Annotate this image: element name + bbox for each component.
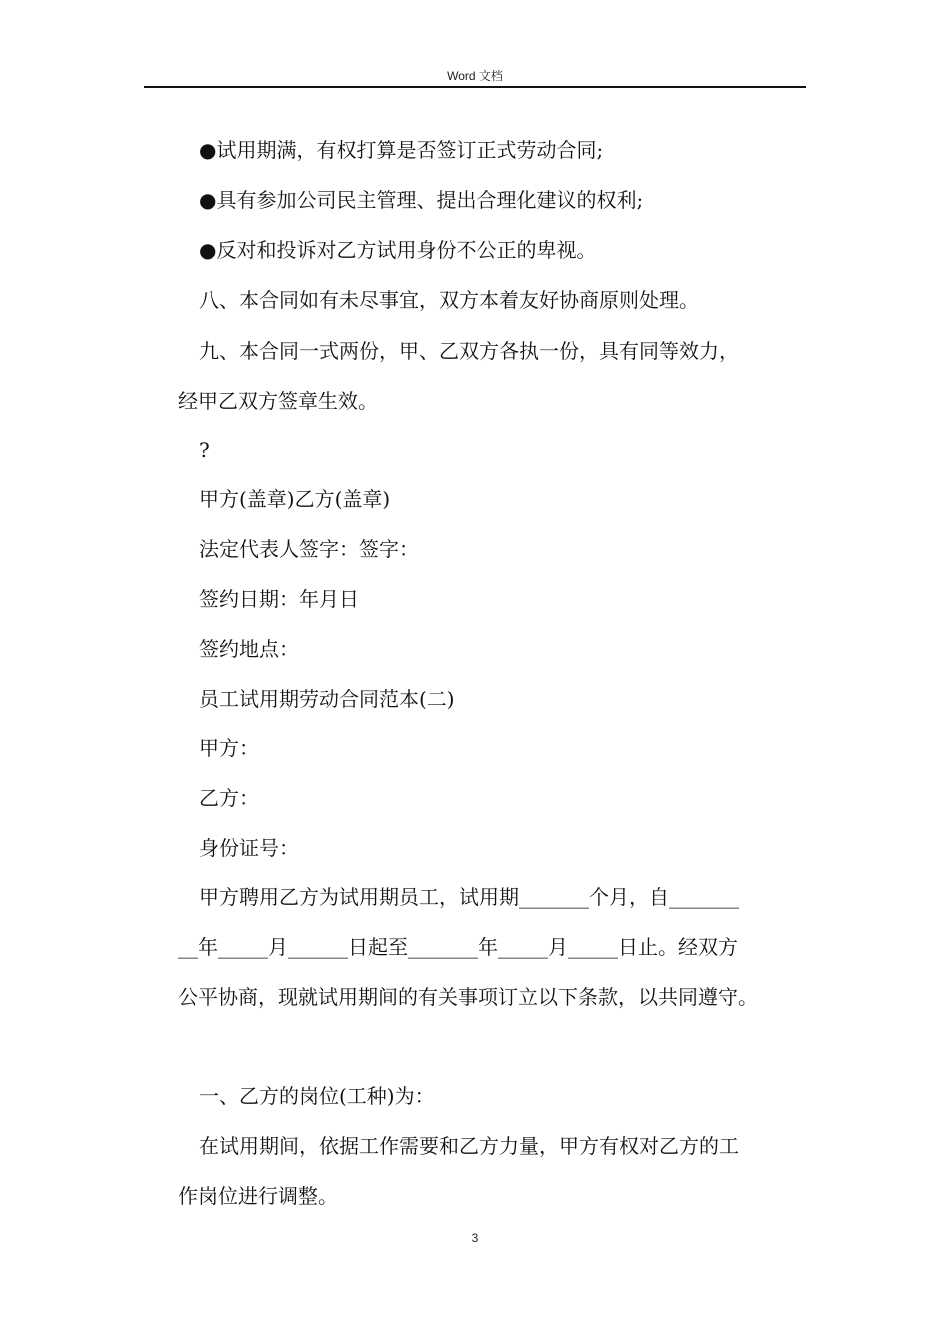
- clause-9-continued: 经甲乙双方签章生效。: [178, 389, 378, 413]
- page-number: 3: [471, 1231, 479, 1245]
- probation-paragraph-line-3: 公平协商，现就试用期间的有关事项订立以下条款，以共同遵守。: [178, 985, 758, 1009]
- probation-paragraph-line-2: __年_____月______日起至_______年_____月_____日止。经双方: [178, 935, 738, 959]
- party-seals-line: 甲方(盖章)乙方(盖章): [199, 487, 391, 511]
- clause-8: 八、本合同如有未尽事宜，双方本着友好协商原则处理。: [199, 288, 699, 312]
- header-divider: [144, 86, 806, 88]
- clause-1-line-2: 作岗位进行调整。: [178, 1184, 338, 1208]
- bullet-line-2: ●具有参加公司民主管理、提出合理化建议的权利;: [199, 188, 644, 212]
- bullet-line-3: ●反对和投诉对乙方试用身份不公正的卑视。: [199, 238, 597, 262]
- id-number-line: 身份证号：: [199, 836, 299, 860]
- signature-line: 法定代表人签字：签字：: [199, 537, 419, 561]
- contract-title-2: 员工试用期劳动合同范本(二): [199, 687, 455, 711]
- clause-1-line-1: 在试用期间，依据工作需要和乙方力量，甲方有权对乙方的工: [199, 1134, 739, 1158]
- party-a-line: 甲方：: [199, 736, 259, 760]
- party-b-line: 乙方：: [199, 786, 259, 810]
- page-header-title: Word 文档: [447, 69, 503, 83]
- clause-1-heading: 一、乙方的岗位(工种)为：: [199, 1084, 435, 1108]
- signing-date-line: 签约日期：年月日: [199, 587, 359, 611]
- bullet-line-1: ●试用期满，有权打算是否签订正式劳动合同;: [199, 138, 604, 162]
- signing-place-line: 签约地点：: [199, 637, 299, 661]
- probation-paragraph-line-1: 甲方聘用乙方为试用期员工，试用期_______个月，自_______: [199, 885, 739, 909]
- clause-9: 九、本合同一式两份，甲、乙双方各执一份，具有同等效力，: [199, 339, 739, 363]
- question-mark-line: ?: [199, 438, 210, 462]
